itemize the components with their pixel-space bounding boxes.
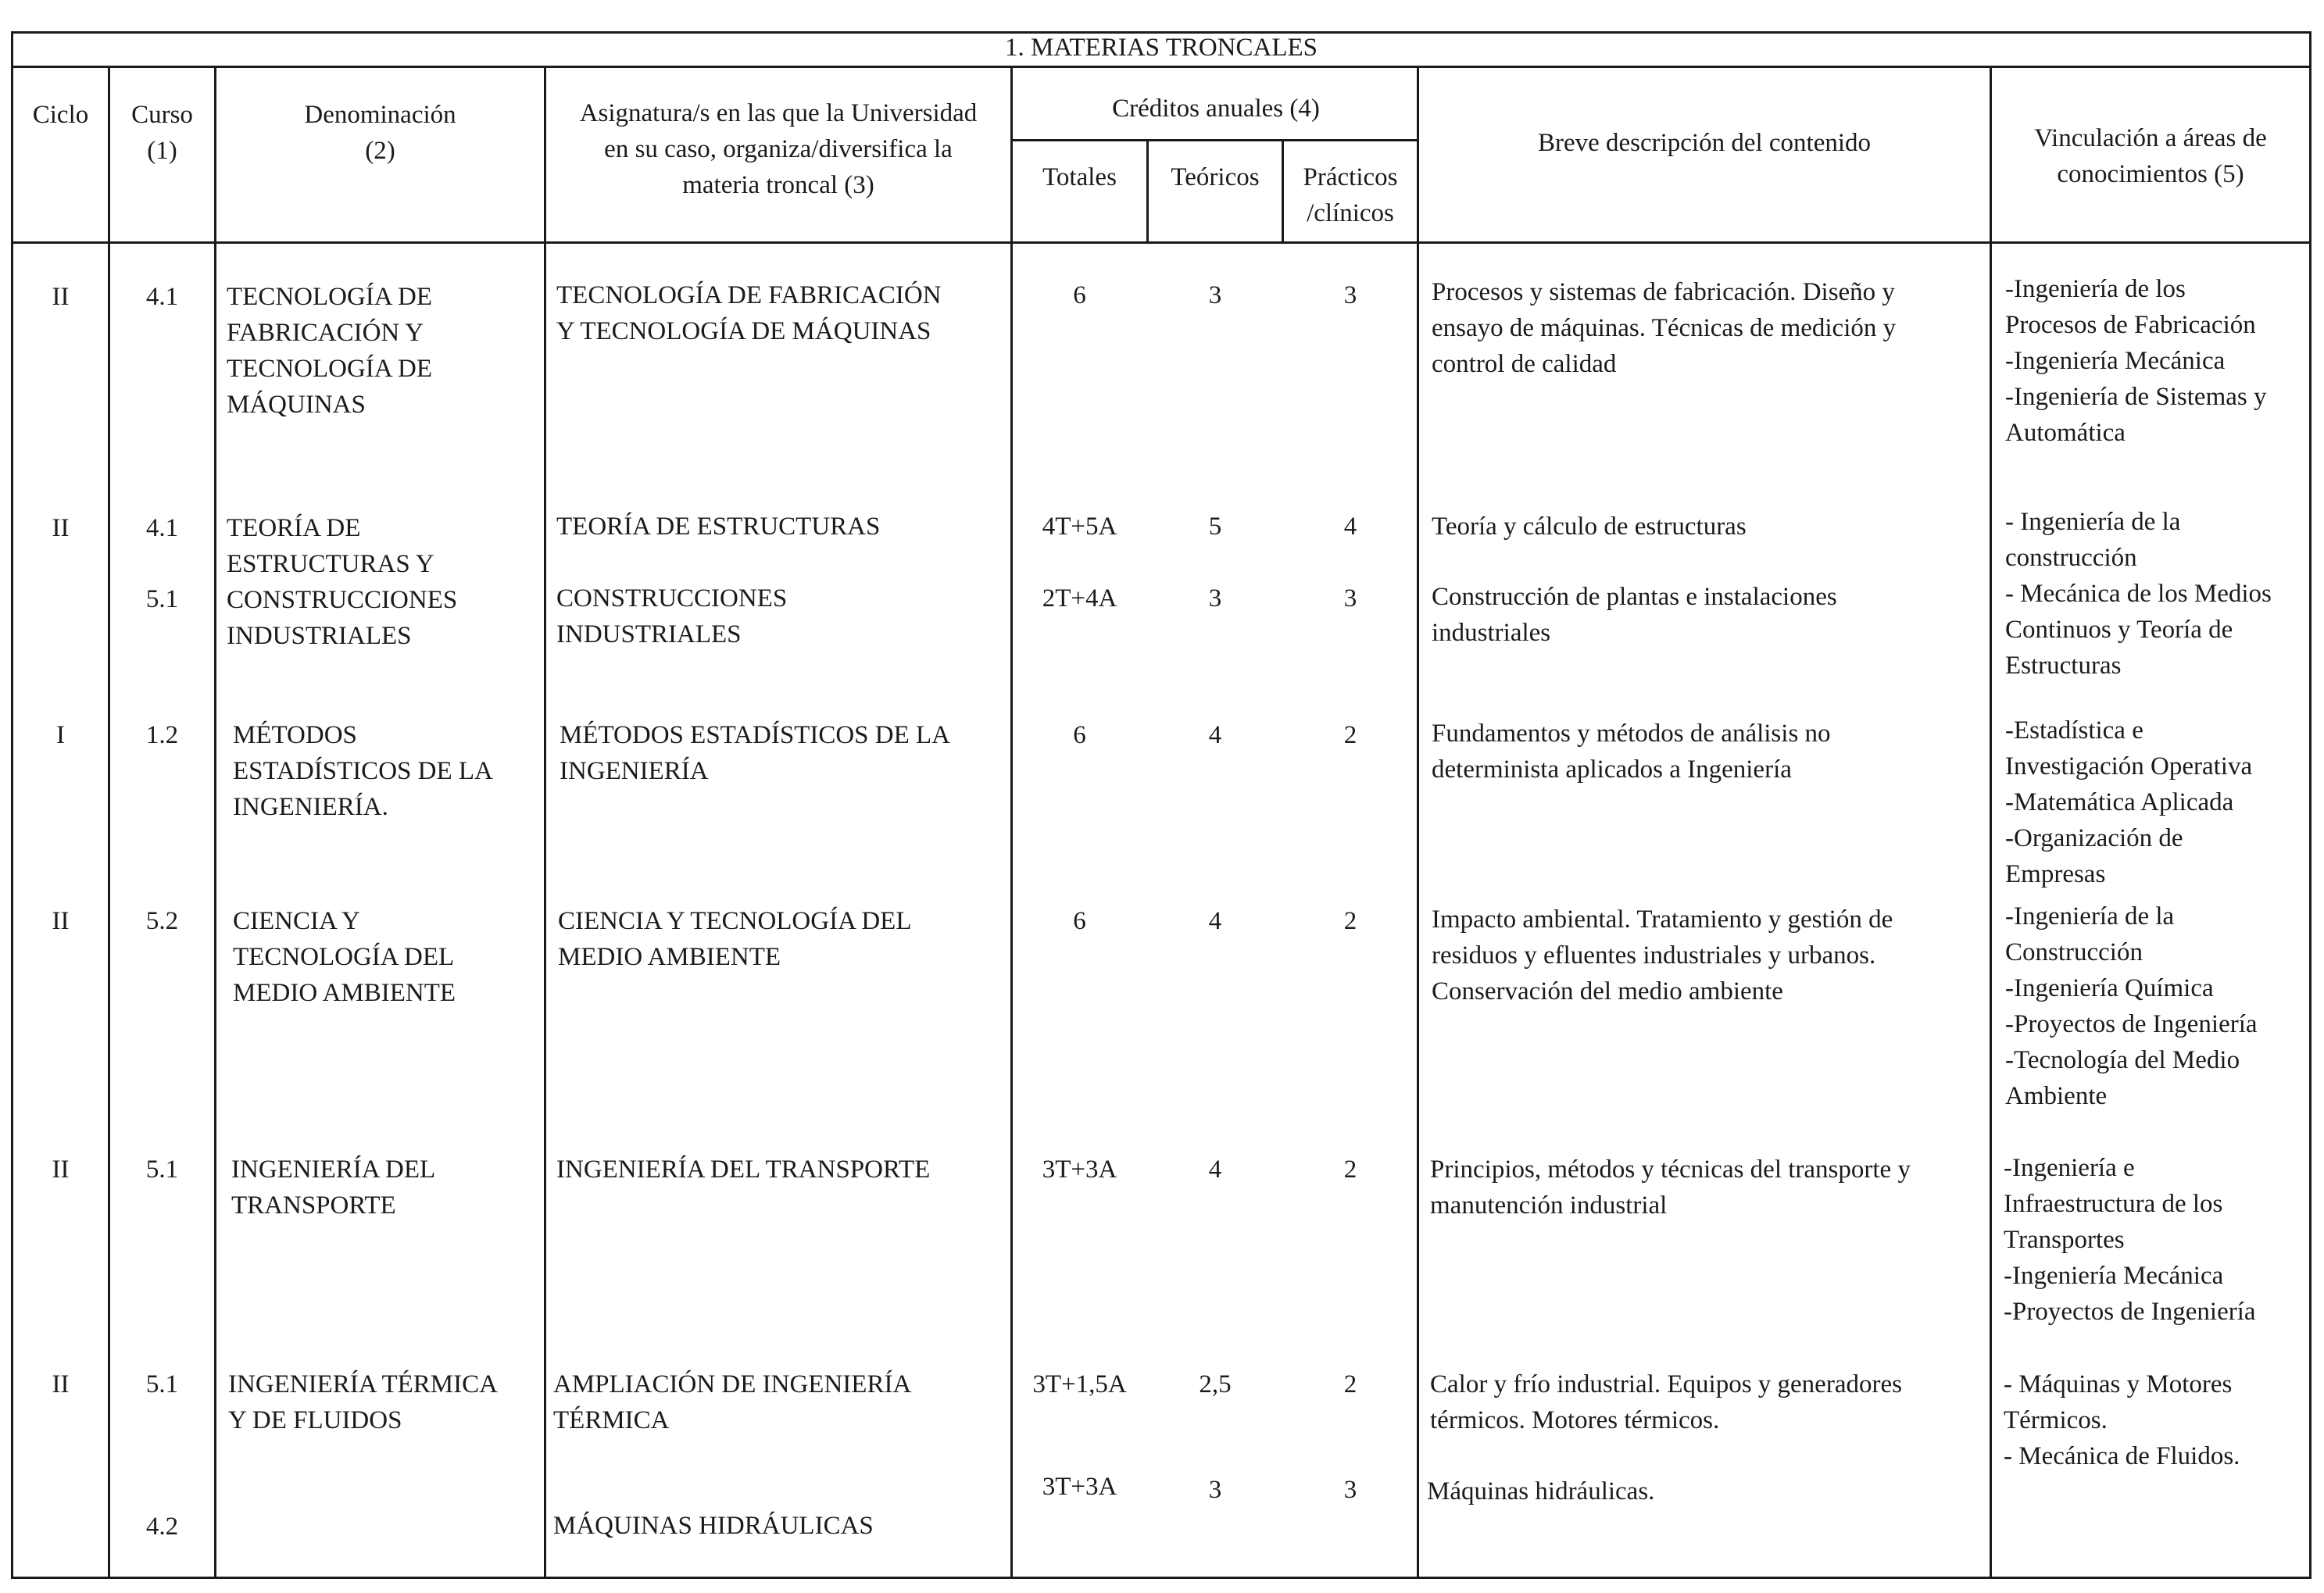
section-title: 1. MATERIAS TRONCALES bbox=[1004, 34, 1318, 62]
title-divider bbox=[11, 66, 2311, 68]
header-curso: Curso (1) bbox=[131, 101, 193, 165]
right-border bbox=[2309, 31, 2311, 1579]
row-2-ciclo: II bbox=[52, 514, 70, 542]
row-5-vinculacion: -Ingeniería e Infraestructura de los Transportes -Ingeniería Mecánica -Proyectos de Ingeniería bbox=[2004, 1154, 2256, 1326]
row-1-curso: 4.1 bbox=[145, 283, 179, 311]
row-3-denominacion: MÉTODOS ESTADÍSTICOS DE LA INGENIERÍA. bbox=[233, 721, 493, 821]
header-descripcion: Breve descripción del contenido bbox=[1537, 129, 1872, 157]
row-5-descripcion: Principios, métodos y técnicas del transporte y manutención industrial bbox=[1430, 1155, 1911, 1220]
row-4-ciclo: II bbox=[52, 907, 70, 935]
row-4-practicos: 2 bbox=[1343, 907, 1357, 935]
row-6-descripcion-b: Máquinas hidráulicas. bbox=[1427, 1477, 1655, 1505]
left-border bbox=[11, 31, 13, 1579]
row-4-totales: 6 bbox=[1073, 907, 1086, 935]
row-2-practicos-b: 3 bbox=[1343, 584, 1357, 613]
row-4-vinculacion: -Ingeniería de la Construcción -Ingeniería Química -Proyectos de Ingeniería -Tecnología del Medio Ambiente bbox=[2005, 902, 2258, 1110]
row-4-descripcion: Impacto ambiental. Tratamiento y gestión de residuos y efluentes industriales y urbanos. Conservación del medio ambiente bbox=[1432, 905, 1893, 1005]
header-creditos: Créditos anuales (4) bbox=[1112, 95, 1320, 123]
header-ciclo: Ciclo bbox=[32, 101, 89, 129]
row-6-ciclo: II bbox=[52, 1370, 70, 1398]
row-1-asignatura: TECNOLOGÍA DE FABRICACIÓN Y TECNOLOGÍA DE MÁQUINAS bbox=[556, 281, 942, 345]
row-2-curso-a: 4.1 bbox=[145, 514, 179, 542]
row-4-curso: 5.2 bbox=[145, 907, 179, 935]
header-denominacion: Denominación (2) bbox=[304, 101, 456, 165]
row-4-denominacion: CIENCIA Y TECNOLOGÍA DEL MEDIO AMBIENTE bbox=[233, 907, 456, 1007]
row-2-asignatura-a: TEORÍA DE ESTRUCTURAS bbox=[556, 513, 881, 541]
row-2-practicos-a: 4 bbox=[1343, 513, 1357, 541]
row-6-totales-b: 3T+3A bbox=[1042, 1473, 1117, 1501]
row-1-vinculacion: -Ingeniería de los Procesos de Fabricación -Ingeniería Mecánica -Ingeniería de Sistemas y Automática bbox=[2005, 275, 2267, 447]
header-asignatura: Asignatura/s en las que la Universidad en su caso, organiza/diversifica la materia troncal (3) bbox=[579, 99, 978, 199]
row-1-descripcion: Procesos y sistemas de fabricación. Diseño y ensayo de máquinas. Técnicas de medición y control de calidad bbox=[1432, 278, 1897, 378]
col-divider-descripcion bbox=[1417, 66, 1419, 1577]
row-6-descripcion-a: Calor y frío industrial. Equipos y generadores térmicos. Motores térmicos. bbox=[1430, 1370, 1902, 1434]
row-5-denominacion: INGENIERÍA DEL TRANSPORTE bbox=[231, 1155, 436, 1220]
row-1-teoricos: 3 bbox=[1208, 281, 1222, 309]
col-divider-asignatura bbox=[544, 66, 546, 1577]
row-1-practicos: 3 bbox=[1343, 281, 1357, 309]
row-2-vinculacion: - Ingeniería de la construcción - Mecánica de los Medios Continuos y Teoría de Estructuras bbox=[2005, 508, 2272, 680]
row-6-practicos-a: 2 bbox=[1343, 1370, 1357, 1398]
row-2-totales-b: 2T+4A bbox=[1042, 584, 1117, 613]
row-1-totales: 6 bbox=[1073, 281, 1086, 309]
row-2-descripcion-a: Teoría y cálculo de estructuras bbox=[1432, 513, 1747, 541]
row-2-asignatura-b: CONSTRUCCIONES INDUSTRIALES bbox=[556, 584, 788, 648]
row-1-denominacion: TECNOLOGÍA DE FABRICACIÓN Y TECNOLOGÍA DE MÁQUINAS bbox=[227, 283, 433, 419]
col-divider-denominacion bbox=[214, 66, 216, 1577]
row-5-ciclo: II bbox=[52, 1155, 70, 1184]
row-6-totales-a: 3T+1,5A bbox=[1032, 1370, 1127, 1398]
row-4-asignatura: CIENCIA Y TECNOLOGÍA DEL MEDIO AMBIENTE bbox=[558, 907, 912, 971]
row-5-totales: 3T+3A bbox=[1042, 1155, 1117, 1184]
row-2-curso-b: 5.1 bbox=[145, 585, 179, 613]
row-6-asignatura-a: AMPLIACIÓN DE INGENIERÍA TÉRMICA bbox=[553, 1370, 912, 1434]
row-3-teoricos: 4 bbox=[1208, 721, 1222, 749]
credits-subheader-divider bbox=[1010, 139, 1419, 141]
row-2-teoricos-b: 3 bbox=[1208, 584, 1222, 613]
row-2-teoricos-a: 5 bbox=[1208, 513, 1222, 541]
row-1-ciclo: II bbox=[52, 283, 70, 311]
header-totales: Totales bbox=[1042, 163, 1117, 191]
row-3-totales: 6 bbox=[1073, 721, 1086, 749]
row-5-curso: 5.1 bbox=[145, 1155, 179, 1184]
row-4-teoricos: 4 bbox=[1208, 907, 1222, 935]
row-3-asignatura: MÉTODOS ESTADÍSTICOS DE LA INGENIERÍA bbox=[560, 721, 951, 785]
header-practicos: Prácticos /clínicos bbox=[1303, 163, 1398, 227]
row-2-descripcion-b: Construcción de plantas e instalaciones industriales bbox=[1432, 583, 1837, 647]
row-6-teoricos-a: 2,5 bbox=[1199, 1370, 1232, 1398]
row-6-curso-b: 4.2 bbox=[145, 1513, 179, 1541]
col-divider-vinculacion bbox=[1990, 66, 1992, 1577]
row-6-teoricos-b: 3 bbox=[1208, 1476, 1222, 1504]
header-vinculacion: Vinculación a áreas de conocimientos (5) bbox=[2034, 124, 2267, 188]
row-6-curso-a: 5.1 bbox=[145, 1370, 179, 1398]
row-5-teoricos: 4 bbox=[1208, 1155, 1222, 1184]
row-3-curso: 1.2 bbox=[145, 721, 179, 749]
header-divider bbox=[11, 241, 2311, 244]
row-3-descripcion: Fundamentos y métodos de análisis no determinista aplicados a Ingeniería bbox=[1432, 720, 1831, 784]
row-3-vinculacion: -Estadística e Investigación Operativa -Matemática Aplicada -Organización de Empresas bbox=[2005, 716, 2253, 888]
row-6-vinculacion: - Máquinas y Motores Térmicos. - Mecánica de Fluidos. bbox=[2004, 1370, 2240, 1470]
row-3-ciclo: I bbox=[56, 721, 65, 749]
row-6-practicos-b: 3 bbox=[1343, 1476, 1357, 1504]
row-5-practicos: 2 bbox=[1343, 1155, 1357, 1184]
bottom-border bbox=[11, 1577, 2311, 1579]
row-6-asignatura-b: MÁQUINAS HIDRÁULICAS bbox=[553, 1512, 874, 1540]
header-teoricos: Teóricos bbox=[1171, 163, 1260, 191]
row-2-denominacion: TEORÍA DE ESTRUCTURAS Y CONSTRUCCIONES INDUSTRIALES bbox=[227, 514, 458, 650]
row-2-totales-a: 4T+5A bbox=[1042, 513, 1117, 541]
row-6-denominacion: INGENIERÍA TÉRMICA Y DE FLUIDOS bbox=[228, 1370, 498, 1434]
row-5-asignatura: INGENIERÍA DEL TRANSPORTE bbox=[556, 1155, 931, 1184]
row-3-practicos: 2 bbox=[1343, 721, 1357, 749]
